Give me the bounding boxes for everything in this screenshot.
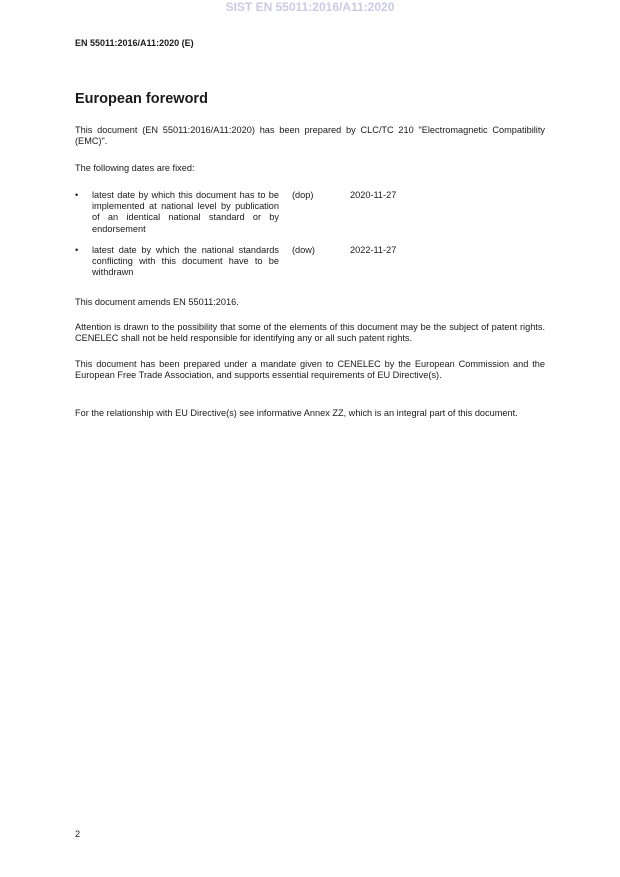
page-title: European foreword <box>75 91 208 107</box>
bullet-icon: • <box>75 190 79 200</box>
annex-paragraph: For the relationship with EU Directive(s) see informative Annex ZZ, which is an integral part of this document. <box>75 408 518 418</box>
dates-intro-paragraph: The following dates are fixed: <box>75 163 195 173</box>
intro-paragraph: This document (EN 55011:2016/A11:2020) has been prepared by CLC/TC 210 "Electromagnetic Compatibility (EMC)". <box>75 125 545 147</box>
page-number: 2 <box>75 829 81 839</box>
date-abbreviation: (dow) <box>292 245 315 255</box>
date-value: 2022-11-27 <box>350 245 397 255</box>
amends-paragraph: This document amends EN 55011:2016. <box>75 297 239 307</box>
date-row-dop <box>75 190 475 236</box>
watermark: SIST EN 55011:2016/A11:2020 <box>225 0 395 14</box>
date-abbreviation: (dop) <box>292 190 314 200</box>
mandate-paragraph: This document has been prepared under a mandate given to CENELEC by the European Commission and the European Free Trade Association, and supports essential requirements of EU Directive(s). <box>75 359 545 381</box>
date-row-dow <box>75 245 475 279</box>
date-value: 2020-11-27 <box>350 190 397 200</box>
document-reference: EN 55011:2016/A11:2020 (E) <box>75 38 194 48</box>
date-description: latest date by which the national standards conflicting with this document have to be withdrawn <box>92 245 279 278</box>
bullet-icon: • <box>75 245 79 255</box>
patent-paragraph: Attention is drawn to the possibility that some of the elements of this document may be the subject of patent rights. CENELEC shall not be held responsible for identifying any or all such patent rights. <box>75 322 545 344</box>
date-description: latest date by which this document has to be implemented at national level by publication of an identical national standard or by endorsement <box>92 190 279 234</box>
